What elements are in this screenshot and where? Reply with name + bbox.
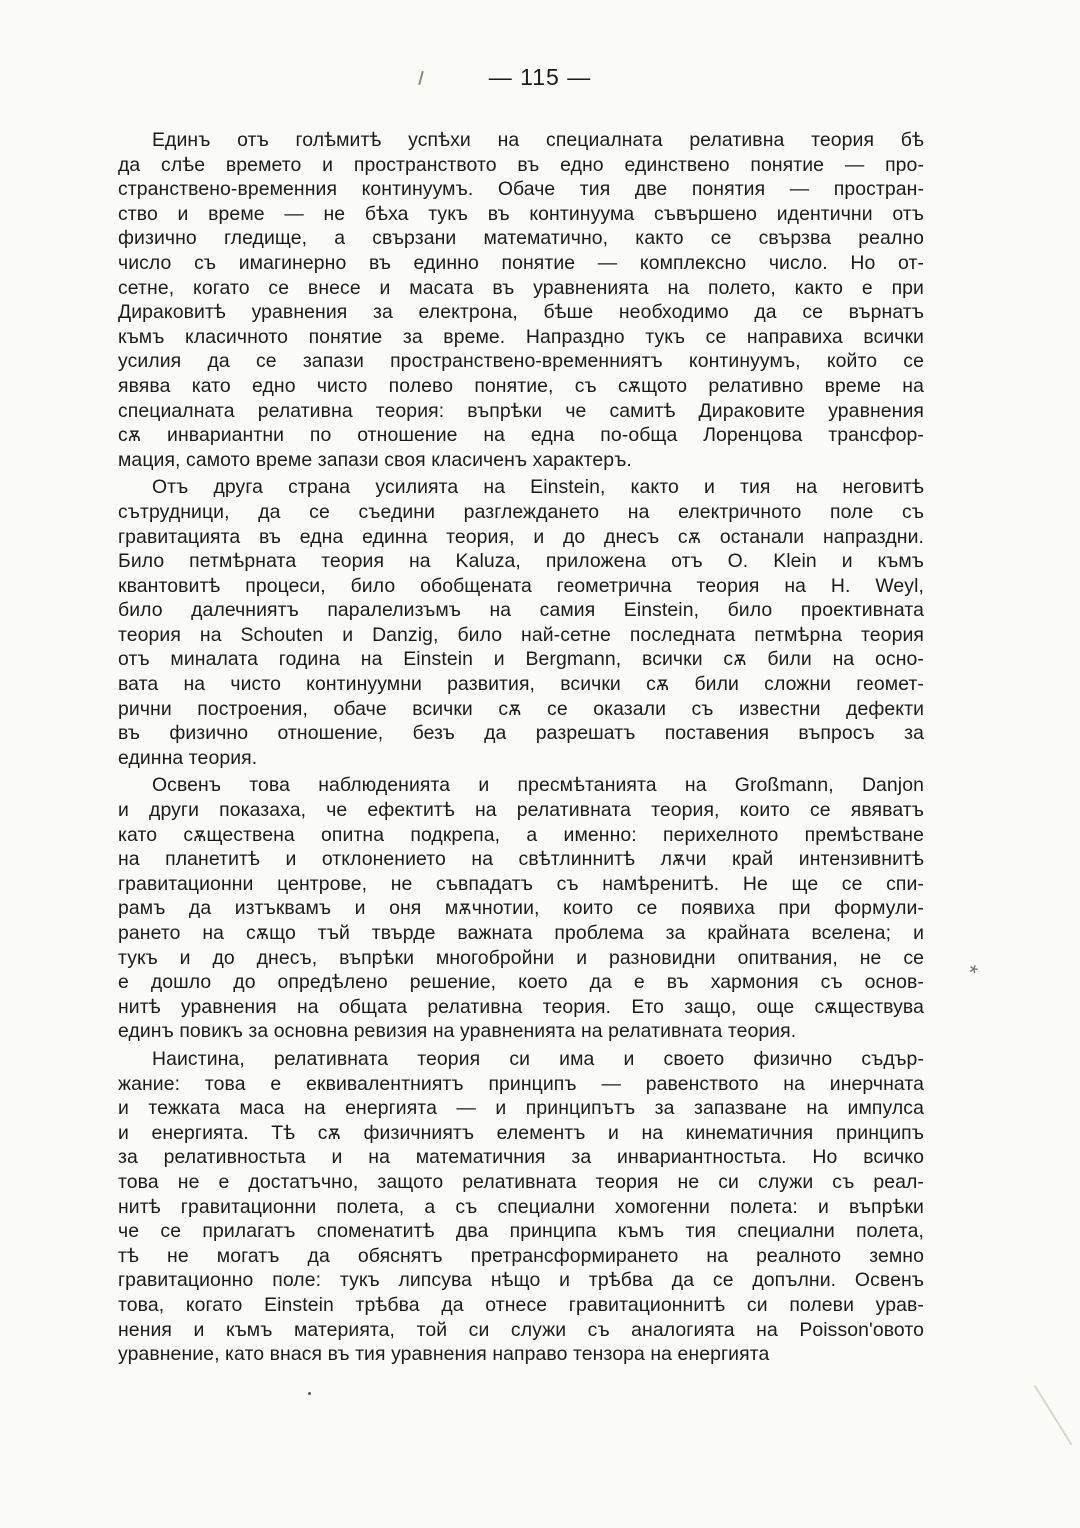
page-number: — 115 — bbox=[488, 64, 592, 90]
text-line: Отъ друга страна усилията на Einstein, както и тия на неговитѣ bbox=[152, 476, 924, 499]
text-line: Наистина, релативната теория си има и своето физично съдър- bbox=[152, 1047, 924, 1070]
text-line: сътрудници, да се съедини разглеждането на електричното поле съ bbox=[118, 500, 924, 523]
text-line: единъ повикъ за основна ревизия на уравненията на релативната теория. bbox=[118, 1020, 797, 1043]
text-line: ство и време — не бѣха тукъ въ континуума съвършено идентични отъ bbox=[118, 202, 924, 225]
text-line: рането на сѫщо тъй твърде важната проблема за крайната вселена; и bbox=[118, 922, 924, 944]
paper-scratch-mark bbox=[1034, 1385, 1073, 1445]
text-line: отъ миналата година на Einstein и Bergmann, всички сѫ били на осно- bbox=[118, 648, 924, 671]
text-line: странствено-временния континуумъ. Обаче тия две понятия — простран- bbox=[118, 178, 924, 201]
text-line: Било петмѣрната теория на Kaluza, приложена отъ O. Klein и къмъ bbox=[118, 550, 924, 573]
text-line: сѫ инвариантни по отношение на една по-обща Лоренцова трансфор- bbox=[118, 424, 924, 447]
text-line: рамъ да изтъквамъ и оня мѫчнотии, които се появиха при формули- bbox=[118, 897, 924, 920]
text-line: сетне, когато се внесе и масата въ уравненията на полето, както е при bbox=[118, 276, 924, 299]
text-line: къмъ класичното понятие за време. Напраздно тукъ се направиха всички bbox=[118, 325, 924, 348]
text-line: вата на чисто континуумни развития, всички сѫ били сложни геомет- bbox=[118, 673, 924, 696]
text-line: усилия да се запази пространствено-временниятъ континуумъ, който се bbox=[118, 350, 924, 373]
text-line: жание: това е еквивалентниятъ принципъ — равенството на инерчната bbox=[118, 1072, 924, 1095]
text-line: на планетитѣ и отклонението на свѣтлиннитѣ лѫчи край интензивнитѣ bbox=[118, 848, 924, 871]
text-line: Дираковитѣ уравнения за електрона, бѣше необходимо да се върнатъ bbox=[118, 301, 924, 324]
text-line: въ физично отношение, безъ да разрешатъ поставения въпросъ за bbox=[118, 722, 924, 745]
text-line: за релативностьта и на математичния за инвариантностьта. Но всичко bbox=[118, 1146, 924, 1169]
text-line: уравнение, като внася въ тия уравнения направо тензора на енергията bbox=[118, 1343, 770, 1366]
text-line: че се прилагатъ споменатитѣ два принципа къмъ тия специални полета, bbox=[118, 1220, 924, 1243]
text-line: нитѣ гравитационни полета, а съ специални хомогенни полета: и въпрѣки bbox=[118, 1195, 924, 1218]
paragraph bbox=[118, 128, 924, 472]
text-line: като сѫществена опитна подкрепа, а именно: перихелното премѣстване bbox=[118, 823, 924, 846]
text-line: гравитационно поле: тукъ липсува нѣщо и трѣбва да се допълни. Освенъ bbox=[118, 1269, 924, 1292]
text-line: физично гледище, а свързани математично, както се свързва реално bbox=[118, 227, 924, 250]
paragraph bbox=[118, 475, 924, 770]
text-line: теория на Schouten и Danzig, било най-сетне последната петмѣрна теория bbox=[118, 623, 924, 646]
text-line: единна теория. bbox=[118, 746, 258, 769]
text-line: специалната релативна теория: въпрѣки че самитѣ Дираковите уравнения bbox=[118, 399, 924, 422]
text-line: и тежката маса на енергията — и принципътъ за запазване на импулса bbox=[118, 1097, 924, 1120]
text-line: да слѣе времето и пространството въ едно единствено понятие — про- bbox=[118, 153, 924, 176]
text-line: гравитационни центрове, не съвпадатъ съ намѣренитѣ. Не ще се спи- bbox=[118, 872, 924, 895]
text-line: това не е достатъчно, защото релативната теория не си служи съ реал- bbox=[118, 1170, 924, 1193]
text-line: гравитацията въ една единна теория, и до днесъ сѫ останали напраздни. bbox=[118, 525, 924, 548]
text-line: било далечниятъ паралелизъмъ на самия Einstein, било проективната bbox=[118, 599, 924, 622]
margin-asterisk-mark: * bbox=[964, 959, 981, 986]
text-line: квантовитѣ процеси, било обобщената геометрична теория на H. Weyl, bbox=[118, 574, 924, 597]
text-line: Освенъ това наблюденията и пресмѣтанията на Großmann, Danjon bbox=[152, 774, 924, 797]
text-line: е дошло до опредѣлено решение, което да е въ хармония съ основ- bbox=[118, 971, 924, 994]
ink-dot-mark bbox=[308, 1392, 311, 1395]
text-line: тукъ и до днесъ, въпрѣки многобройни и разновидни опитвания, не се bbox=[118, 946, 924, 969]
text-line: и други показаха, че ефектитѣ на релативната теория, които се явяватъ bbox=[118, 799, 924, 822]
text-line: нения и къмъ материята, той си служи съ аналогията на Poisson'овото bbox=[118, 1318, 924, 1341]
text-line: и енергията. Тѣ сѫ физичниятъ елементъ и на кинематичния принципъ bbox=[118, 1121, 924, 1144]
paragraph bbox=[118, 1047, 924, 1367]
text-line: рични построения, обаче всички сѫ се оказали съ известни дефекти bbox=[118, 697, 924, 720]
text-line: това, когато Einstein трѣбва да отнесе гравитационнитѣ си полеви урав- bbox=[118, 1293, 924, 1316]
text-line: тѣ не могатъ да обяснятъ претрансформирането на реалното земно bbox=[118, 1244, 924, 1267]
text-line: число съ имагинерно въ единно понятие — комплексно число. Но от- bbox=[118, 251, 924, 274]
text-line: нитѣ уравнения на общата релативна теория. Ето защо, още сѫществува bbox=[118, 995, 924, 1018]
text-line: мация, самото време запази своя класиченъ характеръ. bbox=[118, 448, 632, 471]
body-text bbox=[118, 128, 924, 1367]
text-line: Единъ отъ голѣмитѣ успѣхи на специалната релативна теория бѣ bbox=[152, 129, 924, 151]
paragraph bbox=[118, 773, 924, 1044]
text-line: явява като едно чисто полево понятие, съ сѫщото релативно време на bbox=[118, 374, 924, 397]
